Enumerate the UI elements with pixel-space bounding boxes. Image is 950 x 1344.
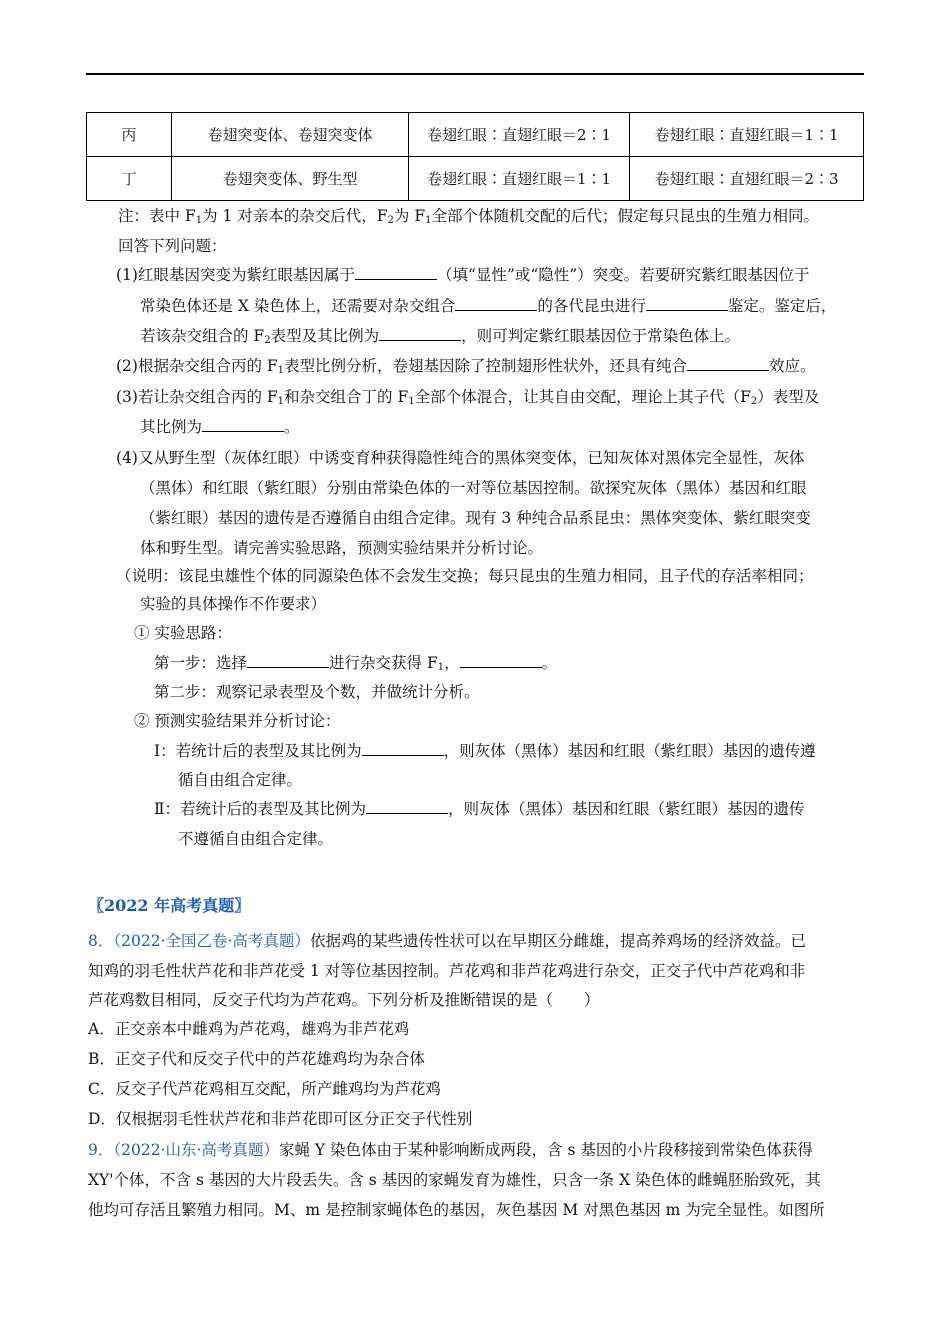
answer-blank[interactable] (202, 417, 284, 432)
q9-line-1: 9．（2022·山东·高考真题）家蝇 Y 染色体由于某种影响断成两段，含 s 基因的小片段移接到常染色体获得 (88, 1141, 813, 1159)
q8-line-2: 知鸡的羽毛性状芦花和非芦花受 1 对等位基因控制。芦花鸡和非芦花鸡进行杂交，正交子代中芦花鸡和非 (88, 962, 806, 980)
answer-blank[interactable] (646, 296, 728, 311)
q2-line-1: (2)根据杂交组合丙的 $F_1$表型比例分析，卷翅基因除了控制翅形性状外，还具有纯合 效应。 (116, 357, 816, 376)
answer-blank[interactable] (362, 741, 444, 756)
q8-option-c: C．反交子代芦花鸡相互交配，所产雌鸡均为芦花鸡 (88, 1080, 441, 1098)
q4-line-3: （紫红眼）基因的遗传是否遵循自由组合定律。现有 3 种纯合品系昆虫：黑体突变体、紫红眼突变 (140, 509, 811, 527)
q4-line-2: （黑体）和红眼（紫红眼）分别由常染色体的一对等位基因控制。欲探究灰体（黑体）基因和红眼 (140, 479, 807, 497)
q4-predict-heading: ② 预测实验结果并分析讨论： (134, 712, 341, 730)
f1-cell: 卷翅红眼∶直翅红眼＝2∶1 (409, 113, 630, 157)
q1-line-1: (1)红眼基因突变为紫红眼基因属于 （填“显性”或“隐性”）突变。若要研究紫红眼基因位于 (116, 266, 810, 284)
q8-line-1: 8．（2022·全国乙卷·高考真题）依据鸡的某些遗传性状可以在早期区分雌雄，提高养鸡场的经济效益。已 (88, 932, 806, 950)
q8-option-b: B．正交子代和反交子代中的芦花雄鸡均为杂合体 (88, 1050, 425, 1068)
section-title: 〖2022 年高考真题〗 (88, 896, 251, 915)
answer-blank[interactable] (687, 356, 769, 371)
q4-line-1: (4)又从野生型（灰体红眼）中诱变育种获得隐性纯合的黑体突变体，已知灰体对黑体完全显性，灰体 (116, 449, 805, 467)
q3-line-1: (3)若让杂交组合丙的 $F_1$和杂交组合丁的 $F_1$全部个体混合，让其自由交配，理论上其子代$(F_2)$表型及 (116, 388, 820, 407)
combo-cell: 丁 (87, 157, 172, 201)
q4-step-2: 第二步：观察记录表型及个数，并做统计分析。 (154, 683, 480, 701)
q9-line-2: XY'个体，不含 s 基因的大片段丢失。含 s 基因的家蝇发育为雄性，只含一条 X 染色体的雌蝇胚胎致死，其 (88, 1171, 822, 1189)
q4-result-1: Ⅰ：若统计后的表型及其比例为 ，则灰体（黑体）基因和红眼（紫红眼）基因的遗传遵 (154, 742, 816, 760)
q8-source: （2022·全国乙卷·高考真题） (113, 932, 310, 950)
answer-blank[interactable] (247, 653, 329, 668)
table-row (87, 113, 864, 157)
q4-note-1: （说明：该昆虫雄性个体的同源染色体不会发生交换；每只昆虫的生殖力相同，且子代的存活率相同； (116, 567, 814, 585)
combo-cell: 丙 (87, 113, 172, 157)
cross-results-table (86, 112, 864, 201)
f2-cell: 卷翅红眼∶直翅红眼＝2∶3 (630, 157, 864, 201)
q9-source: （2022·山东·高考真题） (113, 1141, 279, 1159)
answer-blank[interactable] (379, 326, 461, 341)
q4-line-4: 体和野生型。请完善实验思路，预测实验结果并分析讨论。 (140, 539, 544, 557)
q9-line-3: 他均可存活且繁殖力相同。M、m 是控制家蝇体色的基因，灰色基因 M 对黑色基因 m 为完全显性。如图所 (88, 1201, 825, 1219)
answer-intro: 回答下列问题： (118, 237, 227, 255)
answer-blank[interactable] (455, 296, 537, 311)
answer-blank[interactable] (460, 653, 542, 668)
parents-cell: 卷翅突变体、野生型 (172, 157, 409, 201)
q4-step-1: 第一步：选择 进行杂交获得 $F_1$， 。 (154, 654, 558, 673)
table-row (87, 157, 864, 201)
q8-option-d: D．仅根据羽毛性状芦花和非芦花即可区分正交子代性别 (88, 1110, 473, 1128)
q8-option-a: A．正交亲本中雌鸡为芦花鸡，雄鸡为非芦花鸡 (88, 1020, 410, 1038)
table-note: 注：表中 $F_1$为 1 对亲本的杂交后代，$F_2$为 $F_1$全部个体随机交配的后代；假定每只昆虫的生殖力相同。 (118, 207, 819, 226)
answer-blank[interactable] (355, 265, 437, 280)
q1-line-3: 若该杂交组合的 $F_2$表型及其比例为 ，则可判定紫红眼基因位于常染色体上。 (140, 327, 741, 346)
f1-cell: 卷翅红眼∶直翅红眼＝1∶1 (409, 157, 630, 201)
header-rule (86, 73, 864, 75)
q3-line-2: 其比例为 。 (140, 418, 300, 436)
q4-step-heading: ① 实验思路： (134, 624, 232, 642)
answer-blank[interactable] (366, 799, 448, 814)
f2-cell: 卷翅红眼∶直翅红眼＝1∶1 (630, 113, 864, 157)
q4-result-2-cont: 不遵循自由组合定律。 (178, 830, 334, 848)
q4-result-1-cont: 循自由组合定律。 (178, 771, 303, 789)
q4-note-2: 实验的具体操作不作要求） (140, 595, 327, 613)
q4-result-2: Ⅱ：若统计后的表型及其比例为 ，则灰体（黑体）基因和红眼（紫红眼）基因的遗传 (154, 800, 805, 818)
q8-line-3: 芦花鸡数目相同，反交子代均为芦花鸡。下列分析及推断错误的是（ ） (88, 991, 600, 1009)
parents-cell: 卷翅突变体、卷翅突变体 (172, 113, 409, 157)
q1-line-2: 常染色体还是 X 染色体上，还需要对杂交组合 的各代昆虫进行 鉴定。鉴定后， (140, 297, 837, 315)
